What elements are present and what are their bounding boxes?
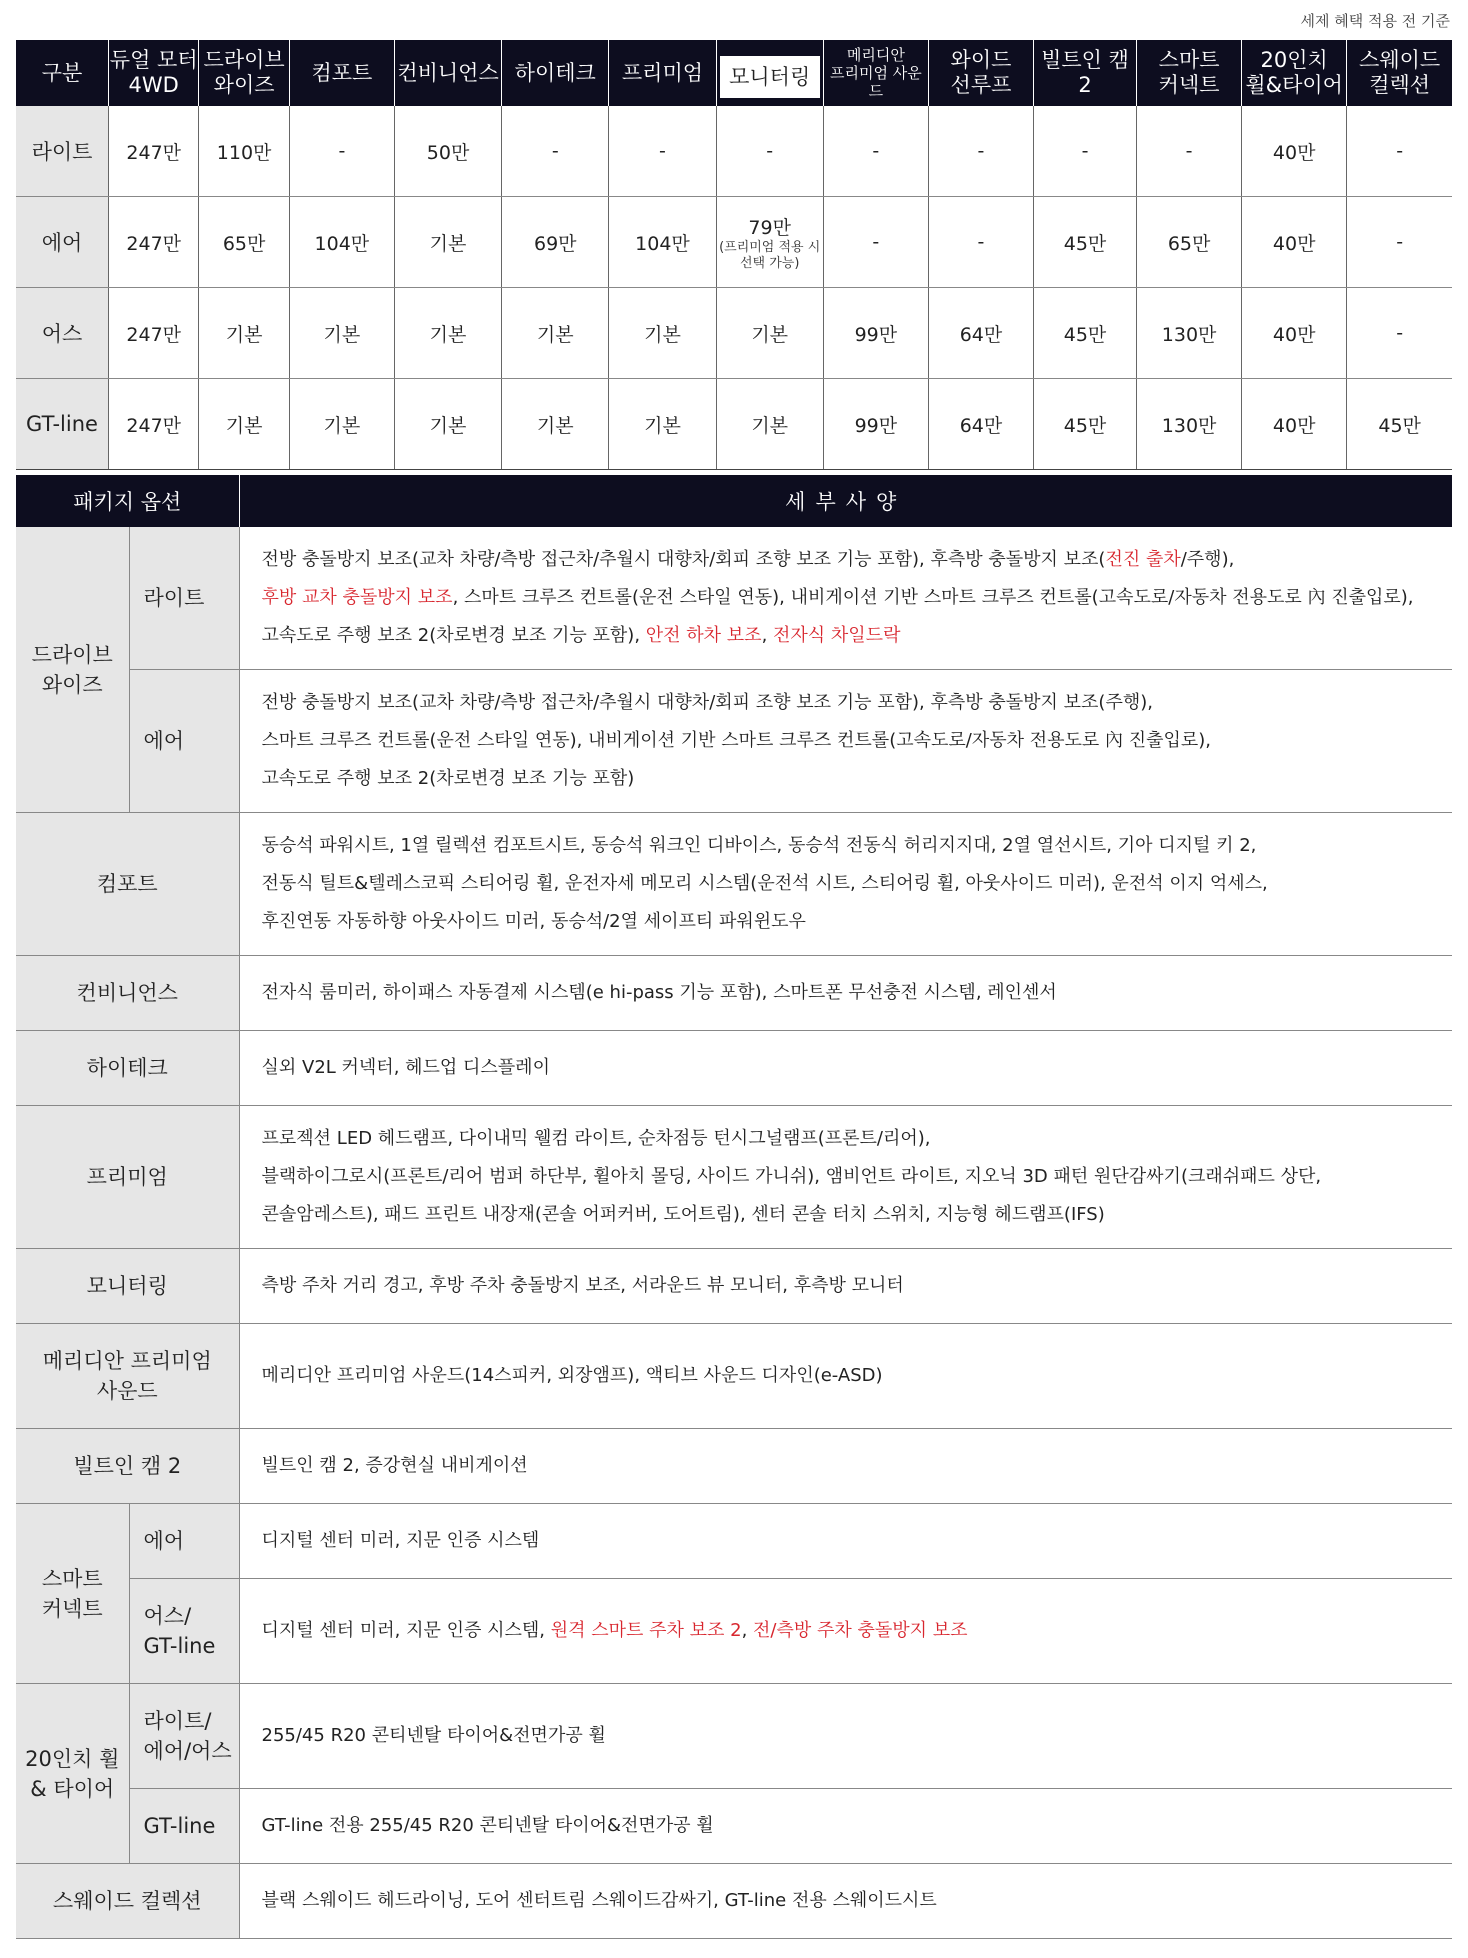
col-header-convenience: 컨비니언스 [394, 40, 501, 106]
package-row-meridian [16, 1324, 1452, 1429]
price-cell: 104만 [609, 197, 716, 288]
package-row-wheels-a [16, 1684, 1452, 1789]
package-desc: 255/45 R20 콘티넨탈 타이어&전면가공 휠 [239, 1684, 1452, 1789]
col-header-monitoring: 모니터링 [716, 40, 823, 106]
price-row-air [16, 197, 1452, 288]
package-desc: 디지털 센터 미러, 지문 인증 시스템, 원격 스마트 주차 보조 2, 전/측방 주차 충돌방지 보조 [239, 1579, 1452, 1684]
col-header-suede: 스웨이드 컬렉션 [1347, 40, 1452, 106]
package-desc: 메리디안 프리미엄 사운드(14스피커, 외장앰프), 액티브 사운드 디자인(e-ASD) [239, 1324, 1452, 1429]
package-row-drivewise-air [16, 670, 1452, 813]
price-cell: 기본 [609, 288, 716, 379]
price-cell: 99만 [823, 288, 928, 379]
col-header-hitech: 하이테크 [502, 40, 609, 106]
price-cell: 기본 [609, 379, 716, 470]
package-desc: 전방 충돌방지 보조(교차 차량/측방 접근차/추월시 대향차/회피 조향 보조 기능 포함), 후측방 충돌방지 보조(주행), 스마트 크루즈 컨트롤(운전 스타일 연동), 내비게이션 기반 스마트 크루즈 컨트롤(고속도로/자동차 전용도로 內 진출입로), 고속도로 주행 보조 2(차로변경 보조 기능 포함) [239, 670, 1452, 813]
package-row-drivewise-light [16, 527, 1452, 670]
trim-label: 라이트 [16, 106, 109, 197]
package-trim-label: 라이트/ 에어/어스 [129, 1684, 239, 1789]
package-name-convenience: 컨비니언스 [16, 956, 239, 1031]
price-cell: - [716, 106, 823, 197]
package-desc: 전방 충돌방지 보조(교차 차량/측방 접근차/추월시 대향차/회피 조향 보조 기능 포함), 후측방 충돌방지 보조(전진 출차/주행), 후방 교차 충돌방지 보조, 스마트 크루즈 컨트롤(운전 스타일 연동), 내비게이션 기반 스마트 크루즈 컨트롤(고속도로/자동차 전용도로 內 진출입로), 고속도로 주행 보조 2(차로변경 보조 기능 포함), 안전 하차 보조, 전자식 차일드락 [239, 527, 1452, 670]
price-cell: - [823, 197, 928, 288]
price-cell: 기본 [716, 379, 823, 470]
col-header-package-option: 패키지 옵션 [16, 475, 239, 527]
price-cell: 기본 [199, 288, 289, 379]
package-name-meridian: 메리디안 프리미엄 사운드 [16, 1324, 239, 1429]
package-trim-label: 어스/ GT-line [129, 1579, 239, 1684]
price-cell: - [1347, 106, 1452, 197]
package-row-premium [16, 1106, 1452, 1249]
package-row-convenience [16, 956, 1452, 1031]
price-cell: 45만 [1034, 288, 1137, 379]
package-row-monitoring [16, 1249, 1452, 1324]
price-cell: 64만 [928, 288, 1033, 379]
package-name-comfort: 컴포트 [16, 813, 239, 956]
package-row-suede [16, 1864, 1452, 1939]
price-cell: 65만 [1137, 197, 1242, 288]
price-note: (프리미엄 적용 시 선택 가능) [719, 239, 821, 271]
price-cell: - [928, 197, 1033, 288]
package-desc: 프로젝션 LED 헤드램프, 다이내믹 웰컴 라이트, 순차점등 턴시그널램프(프론트/리어), 블랙하이그로시(프론트/리어 범퍼 하단부, 휠아치 몰딩, 사이드 가니쉬), 앰비언트 라이트, 지오닉 3D 패턴 원단감싸기(크래쉬패드 상단, 콘솔암레스트), 패드 프린트 내장재(콘솔 어퍼커버, 도어트림), 센터 콘솔 터치 스위치, 지능형 헤드램프(IFS) [239, 1106, 1452, 1249]
package-row-smart-connect-air [16, 1504, 1452, 1579]
price-cell: 99만 [823, 379, 928, 470]
trim-label: 어스 [16, 288, 109, 379]
package-desc: GT-line 전용 255/45 R20 콘티넨탈 타이어&전면가공 휠 [239, 1789, 1452, 1864]
col-header-specs: 세부사양 [239, 475, 1452, 527]
trim-label: 에어 [16, 197, 109, 288]
package-desc: 블랙 스웨이드 헤드라이닝, 도어 센터트림 스웨이드감싸기, GT-line 전용 스웨이드시트 [239, 1864, 1452, 1939]
package-row-hitech [16, 1031, 1452, 1106]
price-cell: 기본 [716, 288, 823, 379]
price-basis-note: 세제 혜택 적용 전 기준 [1300, 12, 1450, 30]
package-trim-label: GT-line [129, 1789, 239, 1864]
price-cell: 기본 [289, 288, 394, 379]
package-desc: 실외 V2L 커넥터, 헤드업 디스플레이 [239, 1031, 1452, 1106]
package-table [16, 475, 1452, 1939]
price-cell: 45만 [1347, 379, 1452, 470]
price-cell: 기본 [394, 379, 501, 470]
col-header-sunroof: 와이드 선루프 [928, 40, 1033, 106]
package-header-row [16, 475, 1452, 527]
package-desc: 전자식 룸미러, 하이패스 자동결제 시스템(e hi-pass 기능 포함), 스마트폰 무선충전 시스템, 레인센서 [239, 956, 1452, 1031]
trim-label: GT-line [16, 379, 109, 470]
price-cell: 기본 [289, 379, 394, 470]
price-cell: 130만 [1137, 379, 1242, 470]
price-value: 79만 [748, 216, 791, 239]
package-desc: 동승석 파워시트, 1열 릴렉션 컴포트시트, 동승석 워크인 디바이스, 동승석 전동식 허리지지대, 2열 열선시트, 기아 디지털 키 2, 전동식 틸트&텔레스코픽 스티어링 휠, 운전자세 메모리 시스템(운전석 시트, 스티어링 휠, 아웃사이드 미러), 운전석 이지 억세스, 후진연동 자동하향 아웃사이드 미러, 동승석/2열 세이프티 파워윈도우 [239, 813, 1452, 956]
col-header-builtin-cam: 빌트인 캠 2 [1034, 40, 1137, 106]
package-row-wheels-b [16, 1789, 1452, 1864]
price-cell: 40만 [1242, 197, 1347, 288]
price-cell: - [289, 106, 394, 197]
price-cell: 50만 [394, 106, 501, 197]
package-name-hitech: 하이테크 [16, 1031, 239, 1106]
package-name-wheels: 20인치 휠 & 타이어 [16, 1684, 129, 1864]
col-header-drivewise: 드라이브 와이즈 [199, 40, 289, 106]
col-header-smart-connect: 스마트 커넥트 [1137, 40, 1242, 106]
package-desc: 빌트인 캠 2, 증강현실 내비게이션 [239, 1429, 1452, 1504]
price-cell: 69만 [502, 197, 609, 288]
package-trim-label: 에어 [129, 670, 239, 813]
col-header-dual-motor: 듀얼 모터 4WD [109, 40, 199, 106]
price-cell: 기본 [394, 197, 501, 288]
price-cell: - [1347, 288, 1452, 379]
price-cell: 기본 [502, 288, 609, 379]
price-row-light [16, 106, 1452, 197]
package-name-monitoring: 모니터링 [16, 1249, 239, 1324]
price-header-row [16, 40, 1452, 106]
price-cell: 247만 [109, 288, 199, 379]
package-row-smart-connect-earth [16, 1579, 1452, 1684]
package-trim-label: 에어 [129, 1504, 239, 1579]
package-name-suede: 스웨이드 컬렉션 [16, 1864, 239, 1939]
price-cell: 기본 [394, 288, 501, 379]
price-cell: 45만 [1034, 379, 1137, 470]
price-cell: 45만 [1034, 197, 1137, 288]
price-cell: - [609, 106, 716, 197]
price-cell: - [502, 106, 609, 197]
package-name-builtin-cam: 빌트인 캠 2 [16, 1429, 239, 1504]
package-desc: 측방 주차 거리 경고, 후방 주차 충돌방지 보조, 서라운드 뷰 모니터, 후측방 모니터 [239, 1249, 1452, 1324]
price-cell: 40만 [1242, 379, 1347, 470]
col-header-trim: 구분 [16, 40, 109, 106]
package-desc: 디지털 센터 미러, 지문 인증 시스템 [239, 1504, 1452, 1579]
package-row-comfort [16, 813, 1452, 956]
price-table [16, 40, 1452, 470]
price-cell: 64만 [928, 379, 1033, 470]
price-row-earth [16, 288, 1452, 379]
price-cell: 130만 [1137, 288, 1242, 379]
price-cell: 247만 [109, 379, 199, 470]
col-header-premium: 프리미엄 [609, 40, 716, 106]
price-cell: 기본 [502, 379, 609, 470]
col-header-comfort: 컴포트 [289, 40, 394, 106]
price-cell: 65만 [199, 197, 289, 288]
package-name-premium: 프리미엄 [16, 1106, 239, 1249]
price-cell: 40만 [1242, 106, 1347, 197]
price-cell: 247만 [109, 106, 199, 197]
package-name-drivewise: 드라이브 와이즈 [16, 527, 129, 813]
price-cell: 247만 [109, 197, 199, 288]
price-cell: 40만 [1242, 288, 1347, 379]
price-cell: - [928, 106, 1033, 197]
price-cell: 기본 [199, 379, 289, 470]
package-trim-label: 라이트 [129, 527, 239, 670]
col-header-wheels: 20인치 휠&타이어 [1242, 40, 1347, 106]
price-cell: - [1347, 197, 1452, 288]
price-row-gtline [16, 379, 1452, 470]
price-cell: - [1137, 106, 1242, 197]
package-row-builtin-cam [16, 1429, 1452, 1504]
price-cell: 110만 [199, 106, 289, 197]
price-cell: - [1034, 106, 1137, 197]
price-cell: - [823, 106, 928, 197]
col-header-meridian: 메리디안 프리미엄 사운드 [823, 40, 928, 106]
package-name-smart-connect: 스마트 커넥트 [16, 1504, 129, 1684]
price-cell: 104만 [289, 197, 394, 288]
price-cell-monitoring [716, 197, 823, 288]
